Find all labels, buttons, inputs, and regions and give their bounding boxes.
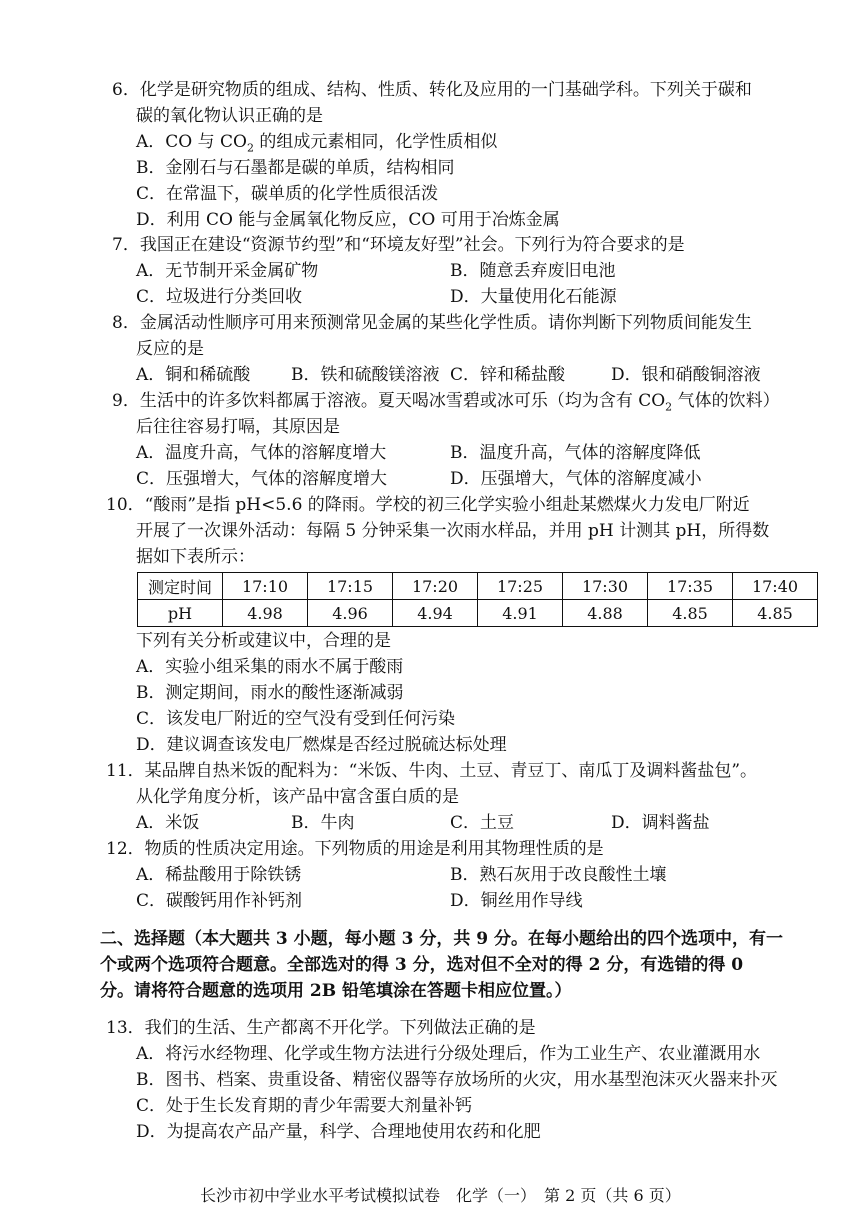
q8-option-c: C．锌和稀盐酸: [450, 365, 566, 385]
q10-stem-line1: 10．“酸雨”是指 pH<5.6 的降雨。学校的初三化学实验小组赴某燃煤火力发电厂附近: [106, 495, 750, 515]
table-cell-time: 17:20: [393, 573, 478, 600]
q13-option-a: A．将污水经物理、化学或生物方法进行分级处理后，作为工业生产、农业灌溉用水: [136, 1044, 761, 1064]
q9-stem-line1: [112, 391, 780, 417]
section2-heading-line3: 分。请将符合题意的选项用 2B 铅笔填涂在答题卡相应位置。）: [100, 981, 572, 1001]
q7-option-c: C．垃圾进行分类回收: [136, 287, 303, 307]
q13-stem: 13．我们的生活、生产都离不开化学。下列做法正确的是: [106, 1018, 536, 1038]
q6-option-a: [136, 132, 497, 158]
q10-stem-line2: 开展了一次课外活动：每隔 5 分钟采集一次雨水样品，并用 pH 计测其 pH，所得数: [136, 521, 770, 541]
q11-option-c: C．土豆: [450, 813, 515, 833]
q9-stem-pre: 9．生活中的许多饮料都属于溶液。夏天喝冰雪碧或冰可乐（均为含有 CO: [112, 391, 666, 411]
q12-option-b: B．熟石灰用于改良酸性土壤: [450, 865, 667, 885]
q9-option-c: C．压强增大，气体的溶解度增大: [136, 469, 388, 489]
q6-option-d: D．利用 CO 能与金属氧化物反应，CO 可用于冶炼金属: [136, 210, 560, 230]
q7-option-d: D．大量使用化石能源: [450, 287, 617, 307]
q9-option-b: B．温度升高，气体的溶解度降低: [450, 443, 701, 463]
q8-option-d: D．银和硝酸铜溶液: [611, 365, 761, 385]
q12-option-c: C．碳酸钙用作补钙剂: [136, 891, 303, 911]
q6-stem-line1: 6．化学是研究物质的组成、结构、性质、转化及应用的一门基础学科。下列关于碳和: [112, 80, 752, 100]
q12-option-d: D．铜丝用作导线: [450, 891, 583, 911]
q6-option-a-post: 的组成元素相同，化学性质相似: [253, 132, 498, 152]
table-row-time: [138, 573, 818, 600]
q8-stem-line1: 8．金属活动性顺序可用来预测常见金属的某些化学性质。请你判断下列物质间能发生: [112, 313, 752, 333]
q13-option-b: B．图书、档案、贵重设备、精密仪器等存放场所的火灾，用水基型泡沫灭火器来扑灭: [136, 1070, 778, 1090]
table-cell-time: 17:25: [478, 573, 563, 600]
q6-option-a-sub: 2: [246, 141, 254, 155]
table-cell-time: 17:10: [223, 573, 308, 600]
q12-option-a: A．稀盐酸用于除铁锈: [136, 865, 302, 885]
section2-heading-line1: 二、选择题（本大题共 3 小题，每小题 3 分，共 9 分。在每小题给出的四个选项中，有一: [100, 929, 783, 949]
table-cell-ph: 4.88: [563, 600, 648, 627]
q11-option-d: D．调料酱盐: [611, 813, 710, 833]
q11-option-a: A．米饭: [136, 813, 200, 833]
table-cell-time: 17:30: [563, 573, 648, 600]
q6-option-a-pre: A．CO 与 CO: [136, 132, 247, 152]
page-footer: 长沙市初中学业水平考试模拟试卷 化学（一） 第 2 页（共 6 页）: [200, 1186, 681, 1205]
q10-option-c: C．该发电厂附近的空气没有受到任何污染: [136, 709, 456, 729]
q7-option-a: A．无节制开采金属矿物: [136, 261, 319, 281]
table-cell-ph: 4.85: [733, 600, 818, 627]
table-row-ph: [138, 600, 818, 627]
table-cell-ph: 4.85: [648, 600, 733, 627]
table-cell-ph: 4.94: [393, 600, 478, 627]
q9-option-a: A．温度升高，气体的溶解度增大: [136, 443, 387, 463]
table-header-ph: pH: [138, 600, 223, 627]
section2-heading-line2: 个或两个选项符合题意。全部选对的得 3 分，选对但不全对的得 2 分，有选错的得 0: [100, 955, 744, 975]
q7-stem: 7．我国正在建设“资源节约型”和“环境友好型”社会。下列行为符合要求的是: [112, 235, 685, 255]
q9-stem-post: 气体的饮料）: [672, 391, 780, 411]
q13-option-c: C．处于生长发育期的青少年需要大剂量补钙: [136, 1096, 473, 1116]
q10-option-a: A．实验小组采集的雨水不属于酸雨: [136, 657, 404, 677]
q6-option-c: C．在常温下，碳单质的化学性质很活泼: [136, 184, 439, 204]
q10-stem-line3: 据如下表所示：: [136, 547, 255, 567]
q11-stem-line1: 11．某品牌自热米饭的配料为：“米饭、牛肉、土豆、青豆丁、南瓜丁及调料酱盐包”。: [106, 761, 758, 781]
q8-stem-line2: 反应的是: [136, 339, 204, 359]
table-cell-ph: 4.91: [478, 600, 563, 627]
q6-option-b: B．金刚石与石墨都是碳的单质，结构相同: [136, 158, 455, 178]
q10-option-b: B．测定期间，雨水的酸性逐渐减弱: [136, 683, 404, 703]
q7-option-b: B．随意丢弃废旧电池: [450, 261, 616, 281]
q11-stem-line2: 从化学角度分析，该产品中富含蛋白质的是: [136, 787, 459, 807]
q9-option-d: D．压强增大，气体的溶解度减小: [450, 469, 702, 489]
q6-stem-line2: 碳的氧化物认识正确的是: [136, 106, 323, 126]
table-cell-time: 17:15: [308, 573, 393, 600]
table-cell-time: 17:40: [733, 573, 818, 600]
q8-option-a: A．铜和稀硫酸: [136, 365, 251, 385]
table-cell-time: 17:35: [648, 573, 733, 600]
q9-stem-sub: 2: [665, 400, 673, 414]
q10-stem-line4: 下列有关分析或建议中，合理的是: [136, 631, 391, 651]
table-cell-ph: 4.98: [223, 600, 308, 627]
q13-option-d: D．为提高农产品产量，科学、合理地使用农药和化肥: [136, 1122, 541, 1142]
q11-option-b: B．牛肉: [291, 813, 355, 833]
q8-option-b: B．铁和硫酸镁溶液: [291, 365, 440, 385]
table-header-time: 测定时间: [138, 573, 223, 600]
q10-option-d: D．建议调查该发电厂燃煤是否经过脱硫达标处理: [136, 735, 507, 755]
q12-stem: 12．物质的性质决定用途。下列物质的用途是利用其物理性质的是: [106, 839, 604, 859]
table-cell-ph: 4.96: [308, 600, 393, 627]
q9-stem-line2: 后往往容易打嗝，其原因是: [136, 417, 340, 437]
ph-table: [137, 572, 818, 627]
